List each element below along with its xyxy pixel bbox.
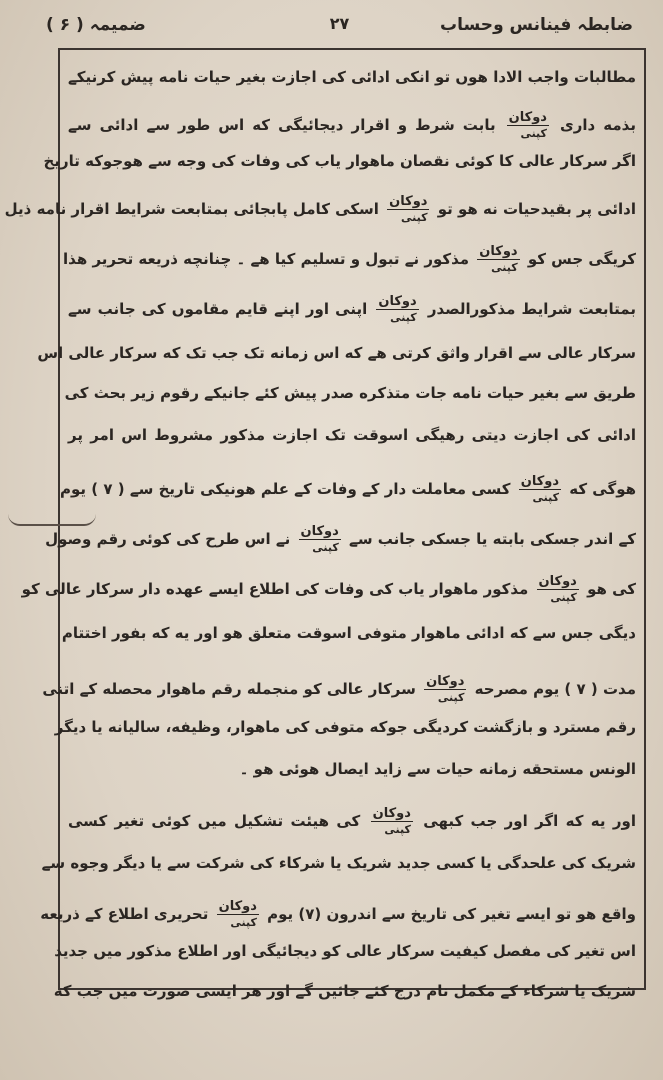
fraction-numerator: دوکان	[538, 574, 577, 589]
text-line	[4, 194, 636, 225]
text-line: اس تغیر کی مفصل کیفیت سرکار عالی کو دیجائیگی اور اطلاع مذکور میں جدید	[54, 942, 636, 960]
firm-name-fraction	[387, 194, 429, 225]
text-line	[21, 574, 636, 605]
fraction-denominator: کپنی	[400, 211, 428, 224]
text-line	[68, 110, 636, 141]
page-number: ۲۷	[329, 14, 350, 33]
text-segment: نے اس طرح کی کوئی رقم وصول	[45, 530, 291, 548]
text-line: الونس مستحقه زمانه حیات سے زاید ایصال هوئی هو ۔	[239, 760, 636, 778]
fraction-numerator: دوکان	[508, 110, 547, 125]
fraction-denominator: کپنی	[532, 491, 560, 504]
fraction-denominator: کپنی	[390, 311, 417, 324]
fraction-denominator: کپنی	[230, 916, 257, 929]
text-line: شریک کی علحدگی یا کسی جدید شریک یا شرکاء کی شرکت سے یا دیگر وجوه سے	[41, 854, 636, 872]
handwritten-underline	[8, 514, 96, 526]
page-header	[46, 12, 633, 46]
text-line: ادائی کی اجازت دیتی رهیگی اسوقت تک اجازت مذکور مشروط اس امر پر	[68, 426, 636, 444]
firm-name-fraction	[507, 110, 549, 141]
firm-name-fraction	[424, 674, 466, 705]
text-line: شریک یا شرکاء کے مکمل نام درج کئے جائیں گے اور هر ایسی صورت میں جب که	[53, 982, 636, 1000]
text-segment: ادائی پر بقیدحیات نه هو تو	[437, 200, 636, 218]
firm-name-fraction	[217, 899, 259, 930]
text-segment: واقع هو تو ایسے تغیر کی تاریخ سے اندرون (۷) یوم	[267, 905, 636, 923]
fraction-numerator: دوکان	[218, 899, 257, 914]
text-line	[68, 806, 636, 837]
text-segment: اپنی اور اپنے قایم مقاموں کی جانب سے	[68, 300, 368, 318]
text-line	[68, 294, 636, 325]
text-segment: بمتابعت شرایط مذکورالصدر	[427, 300, 636, 318]
text-segment: تحریری اطلاع کے ذریعه	[40, 905, 209, 923]
text-segment: کے اندر جسکی بابته یا جسکی جانب سے	[349, 530, 636, 548]
text-segment: کسی معاملت دار کے وفات کے علم هونیکی تاریخ سے ( ۷ ) یوم	[60, 480, 511, 498]
fraction-denominator: کپنی	[491, 261, 518, 274]
text-line: طریق سے بغیر حیات نامه جات متذکره صدر پیش کئے جانیکے رقوم زیر بحث کی	[64, 384, 636, 402]
firm-name-fraction	[371, 806, 413, 837]
text-segment: هوگی که	[569, 480, 636, 498]
fraction-denominator: کپنی	[550, 591, 577, 604]
text-segment: اسکی کامل پابجائی بمتابعت شرایط اقرار نامه ذیل	[4, 200, 379, 218]
fraction-denominator: کپنی	[312, 541, 339, 554]
text-segment: کی هیئت تشکیل میں کوئی تغیر کسی	[68, 812, 361, 830]
fraction-numerator: دوکان	[372, 806, 411, 821]
firm-name-fraction	[519, 474, 561, 505]
text-line	[60, 474, 636, 505]
firm-name-fraction	[537, 574, 579, 605]
firm-name-fraction	[477, 244, 519, 275]
book-title: ضابطہ فینانس وحساب	[440, 15, 633, 35]
text-segment: بذمه داری	[560, 116, 636, 134]
text-line	[42, 674, 636, 705]
fraction-numerator: دوکان	[378, 294, 417, 309]
text-line: مطالبات واجب الادا هوں تو انکی ادائی کی اجازت بغیر حیات نامه پیش کرنیکے	[68, 68, 636, 86]
fraction-numerator: دوکان	[520, 474, 560, 489]
annex-label: ضمیمہ ( ۶ )	[46, 15, 146, 35]
fraction-denominator: کپنی	[520, 127, 547, 140]
text-segment: اور یه که اگر اور جب کبهی	[423, 812, 636, 830]
text-line: اگر سرکار عالی کا کوئی نقصان ماهوار یاب کی وفات کی وجه سے هوجوکه تاریخ	[43, 152, 636, 170]
text-line	[45, 524, 636, 555]
fraction-numerator: دوکان	[389, 194, 428, 209]
text-frame	[37, 48, 646, 990]
text-segment: سرکار عالی کو منجمله رقم ماهوار محصله کے اتنی	[42, 680, 416, 698]
text-line: سرکار عالی سے اقرار واثق کرتی هے که اس زمانه تک جب تک که سرکار عالی اس	[37, 344, 636, 362]
fraction-denominator: کپنی	[437, 691, 465, 704]
text-segment: مذکور ماهوار یاب کی وفات کی اطلاع ایسے عهده دار سرکار عالی کو	[21, 580, 529, 598]
text-segment: مدت ( ۷ ) یوم مصرحه	[474, 680, 636, 698]
fraction-numerator: دوکان	[426, 674, 465, 689]
fraction-numerator: دوکان	[300, 524, 339, 539]
text-segment: کی هو	[587, 580, 636, 598]
text-line: دیگی جس سے که ادائی ماهوار متوفی اسوقت متعلق هو اور یه که بفور اختتام	[61, 624, 636, 642]
text-line: رقم مسترد و بازگشت کردیگی جوکه متوفی کی ماهوار، وظیفه، سالیانه یا دیگر	[54, 718, 636, 736]
fraction-denominator: کپنی	[384, 823, 411, 836]
text-segment: بابت شرط و اقرار دیجائیگی که اس طور سے ادائی سے	[68, 116, 496, 134]
text-line	[40, 899, 636, 930]
firm-name-fraction	[299, 524, 341, 555]
firm-name-fraction	[376, 294, 418, 325]
text-line	[63, 244, 636, 275]
text-segment: کریگی جس کو	[527, 250, 636, 268]
text-segment: مذکور نے تبول و تسلیم کیا هے ۔ چنانچه ذریعه تحریر هذا	[63, 250, 470, 268]
fraction-numerator: دوکان	[479, 244, 518, 259]
